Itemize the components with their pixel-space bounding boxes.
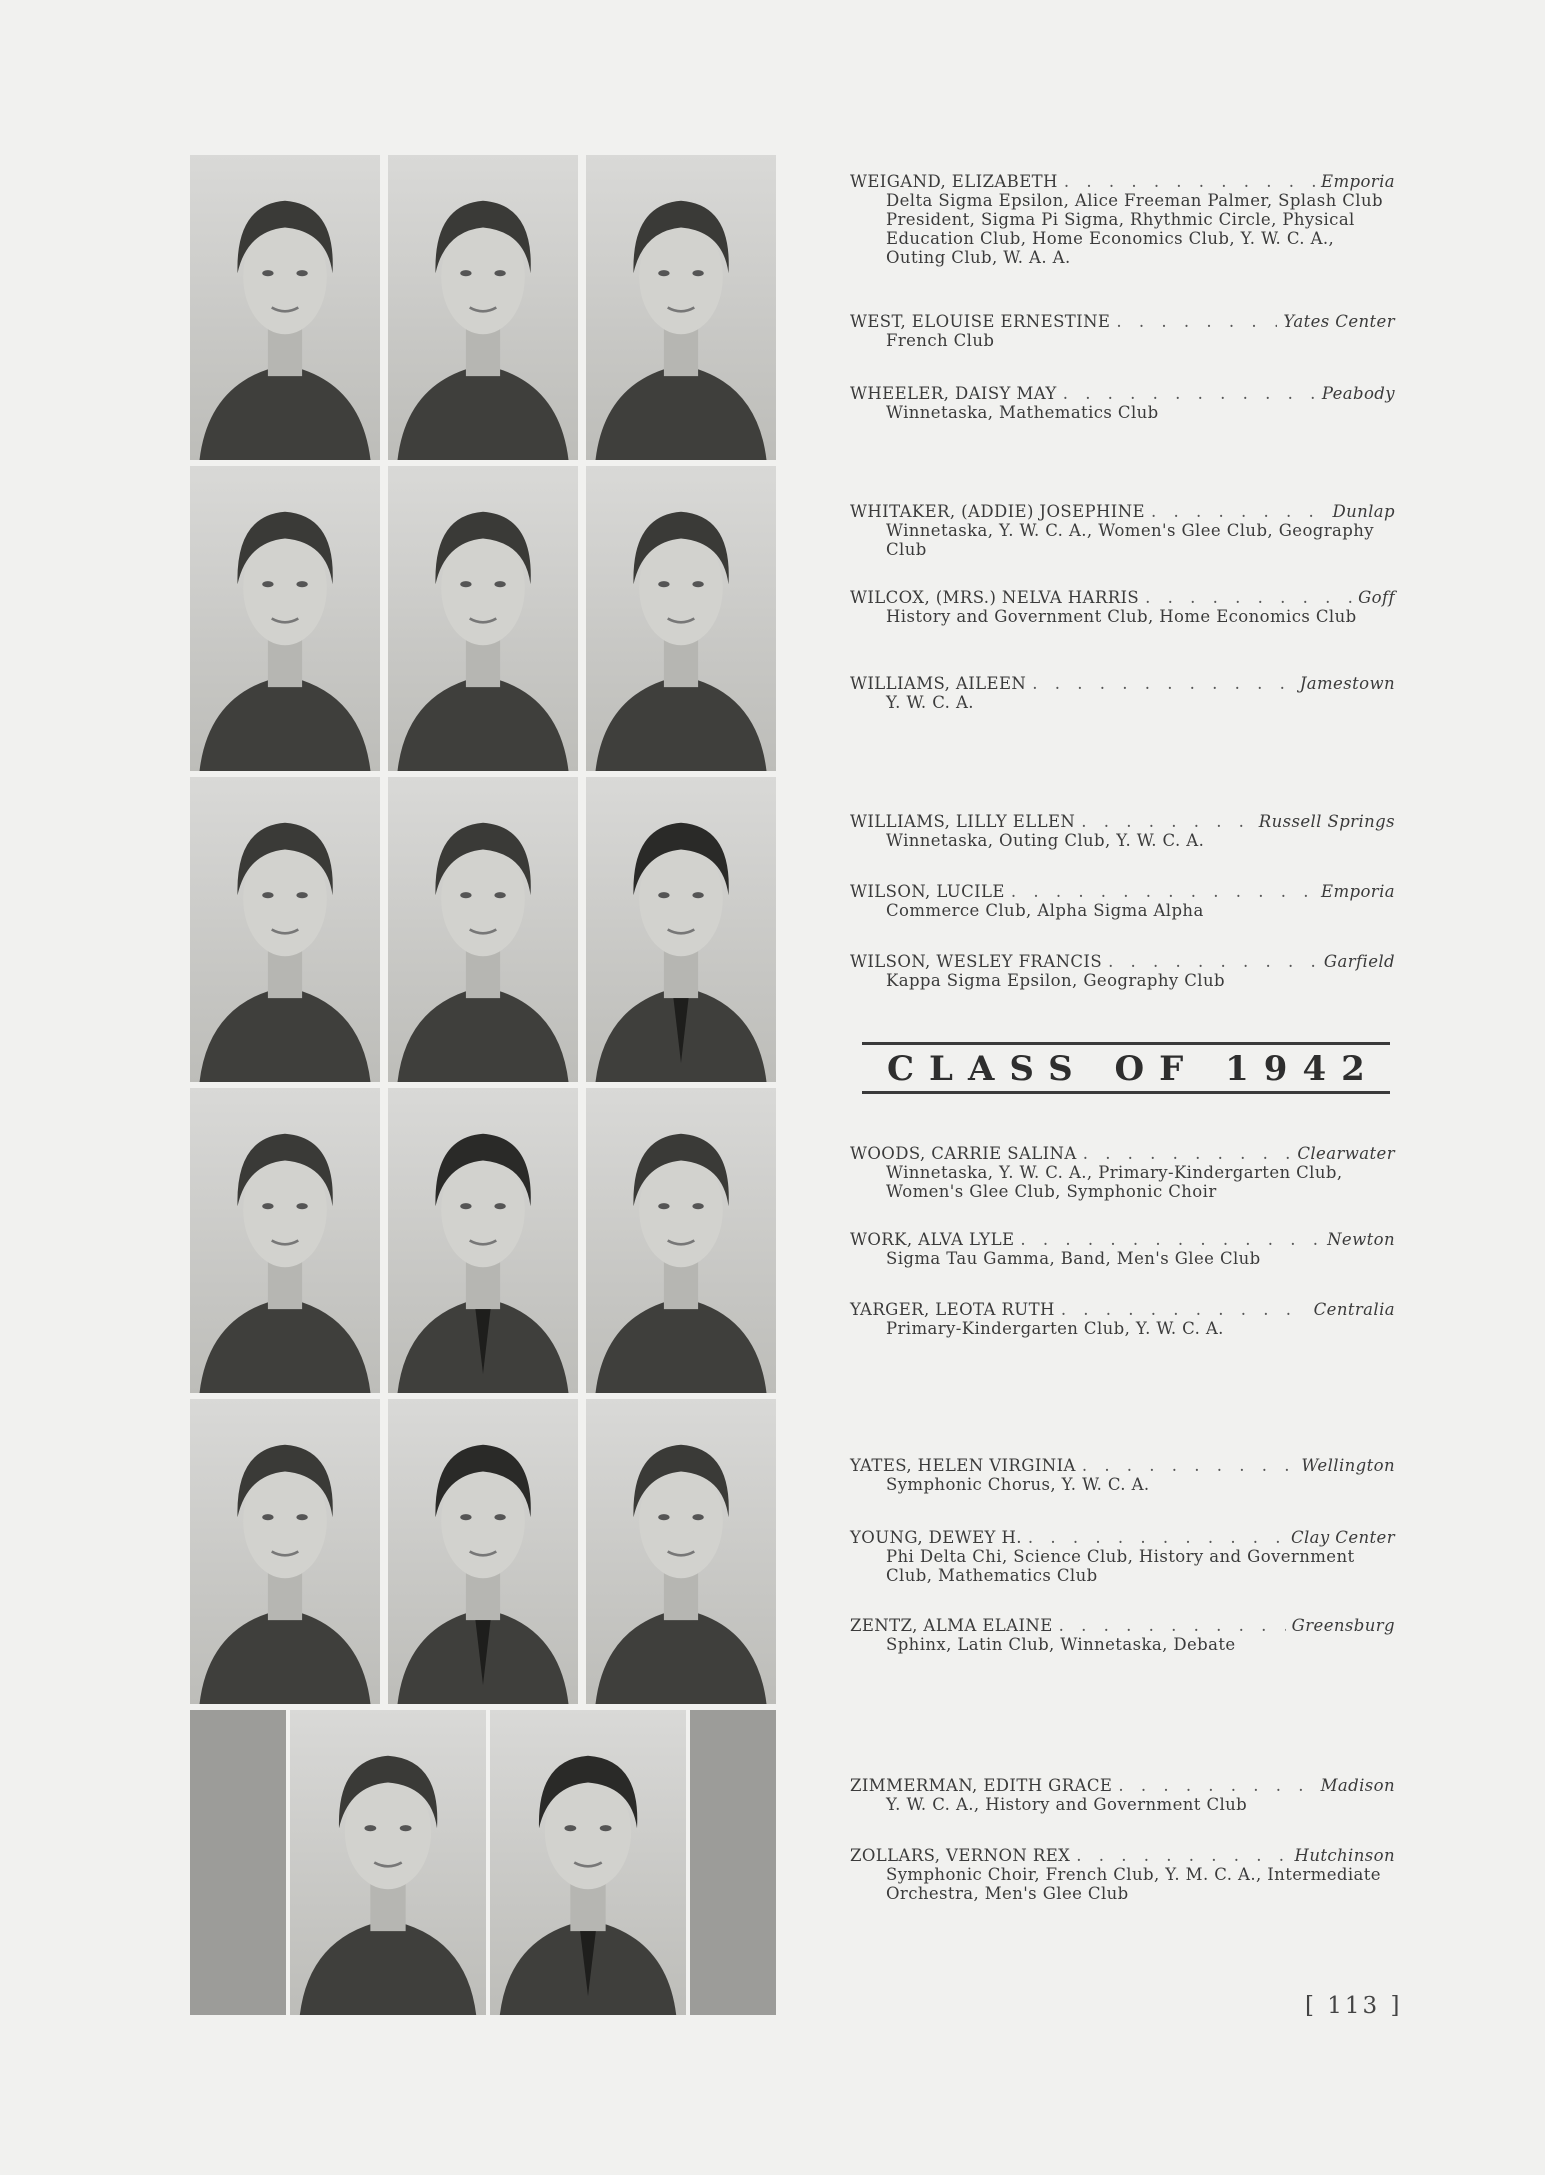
student-portrait: [586, 777, 776, 1082]
activities: Winnetaska, Y. W. C. A., Women's Glee Club, Geography Club: [886, 521, 1374, 559]
hometown: Centralia: [1313, 1300, 1395, 1319]
student-name: WILSON, LUCILE: [850, 882, 1005, 901]
hometown: Greensburg: [1291, 1616, 1395, 1635]
activities: Winnetaska, Y. W. C. A., Primary-Kindergarten Club, Women's Glee Club, Symphonic Choir: [886, 1163, 1343, 1201]
hometown: Garfield: [1323, 952, 1395, 971]
entry-young: [850, 1528, 1395, 1585]
student-name: ZENTZ, ALMA ELAINE: [850, 1616, 1053, 1635]
entry-williams-aileen: [850, 674, 1395, 712]
photo-filler-panel: [690, 1710, 776, 2015]
activities: French Club: [886, 331, 995, 350]
entry-woods: [850, 1144, 1395, 1201]
hometown: Clearwater: [1297, 1144, 1395, 1163]
student-name: YATES, HELEN VIRGINIA: [850, 1456, 1076, 1475]
student-name: WORK, ALVA LYLE: [850, 1230, 1015, 1249]
student-portrait: [586, 1088, 776, 1393]
entry-zimmerman: [850, 1776, 1395, 1814]
activities: Y. W. C. A.: [886, 693, 974, 712]
student-name: WHITAKER, (ADDIE) JOSEPHINE: [850, 502, 1146, 521]
hometown: Madison: [1320, 1776, 1395, 1795]
page-number: [ 113 ]: [1305, 1993, 1403, 2019]
student-portrait: [388, 1399, 578, 1704]
entry-yates: [850, 1456, 1395, 1494]
student-portrait: [290, 1710, 486, 2015]
student-portrait: [190, 1399, 380, 1704]
entry-whitaker: [850, 502, 1395, 559]
student-portrait: [388, 777, 578, 1082]
portrait-grid: [190, 155, 790, 2015]
student-portrait: [388, 466, 578, 771]
activities: Y. W. C. A., History and Government Club: [886, 1795, 1248, 1814]
hometown: Goff: [1358, 588, 1395, 607]
entry-zentz: [850, 1616, 1395, 1654]
entry-work: [850, 1230, 1395, 1268]
entry-wilson-lucile: [850, 882, 1395, 920]
student-portrait: [190, 155, 380, 460]
hometown: Emporia: [1321, 172, 1395, 191]
student-portrait: [388, 155, 578, 460]
student-portrait: [190, 466, 380, 771]
student-portrait: [586, 1399, 776, 1704]
activities: Sigma Tau Gamma, Band, Men's Glee Club: [886, 1249, 1261, 1268]
hometown: Russell Springs: [1258, 812, 1395, 831]
activities: Winnetaska, Mathematics Club: [886, 403, 1159, 422]
hometown: Jamestown: [1299, 674, 1395, 693]
entry-yarger: [850, 1300, 1395, 1338]
hometown: Yates Center: [1283, 312, 1395, 331]
hometown: Dunlap: [1332, 502, 1395, 521]
entry-wheeler: [850, 384, 1395, 422]
student-portrait: [190, 777, 380, 1082]
entry-wilcox: [850, 588, 1395, 626]
hometown: Clay Center: [1290, 1528, 1395, 1547]
student-portrait: [586, 155, 776, 460]
student-name: WILCOX, (MRS.) NELVA HARRIS: [850, 588, 1140, 607]
activities: Symphonic Chorus, Y. W. C. A.: [886, 1475, 1150, 1494]
entry-west: [850, 312, 1395, 350]
student-name: WEST, ELOUISE ERNESTINE: [850, 312, 1111, 331]
activities: Symphonic Choir, French Club, Y. M. C. A., Intermediate Orchestra, Men's Glee Club: [886, 1865, 1381, 1903]
student-name: YARGER, LEOTA RUTH: [850, 1300, 1055, 1319]
student-name: WILSON, WESLEY FRANCIS: [850, 952, 1103, 971]
student-name: WEIGAND, ELIZABETH: [850, 172, 1058, 191]
activities: History and Government Club, Home Economics Club: [886, 607, 1357, 626]
activities: Phi Delta Chi, Science Club, History and Government Club, Mathematics Club: [886, 1547, 1355, 1585]
student-name: WHEELER, DAISY MAY: [850, 384, 1057, 403]
student-name: WILLIAMS, LILLY ELLEN: [850, 812, 1076, 831]
student-portrait: [490, 1710, 686, 2015]
activities: Commerce Club, Alpha Sigma Alpha: [886, 901, 1204, 920]
entry-weigand: [850, 172, 1395, 267]
entry-williams-lilly: [850, 812, 1395, 850]
activities: Winnetaska, Outing Club, Y. W. C. A.: [886, 831, 1205, 850]
student-name: WOODS, CARRIE SALINA: [850, 1144, 1077, 1163]
activities: Sphinx, Latin Club, Winnetaska, Debate: [886, 1635, 1236, 1654]
hometown: Peabody: [1321, 384, 1395, 403]
activities: Kappa Sigma Epsilon, Geography Club: [886, 971, 1225, 990]
student-name: ZOLLARS, VERNON REX: [850, 1846, 1071, 1865]
student-name: WILLIAMS, AILEEN: [850, 674, 1027, 693]
student-name: YOUNG, DEWEY H.: [850, 1528, 1022, 1547]
entry-wilson-wesley: [850, 952, 1395, 990]
activities: Primary-Kindergarten Club, Y. W. C. A.: [886, 1319, 1224, 1338]
activities: Delta Sigma Epsilon, Alice Freeman Palmer, Splash Club President, Sigma Pi Sigma, Rhythmic Circle, Physical Education Club, Home Economics Club, Y. W. C. A., Outing Club, W. A. A.: [886, 191, 1383, 267]
student-portrait: [388, 1088, 578, 1393]
student-name: ZIMMERMAN, EDITH GRACE: [850, 1776, 1113, 1795]
hometown: Hutchinson: [1294, 1846, 1395, 1865]
photo-filler-panel: [190, 1710, 286, 2015]
class-heading: CLASS OF 1942: [862, 1042, 1390, 1094]
hometown: Emporia: [1321, 882, 1395, 901]
hometown: Newton: [1327, 1230, 1395, 1249]
entry-zollars: [850, 1846, 1395, 1903]
hometown: Wellington: [1301, 1456, 1395, 1475]
student-portrait: [586, 466, 776, 771]
student-portrait: [190, 1088, 380, 1393]
